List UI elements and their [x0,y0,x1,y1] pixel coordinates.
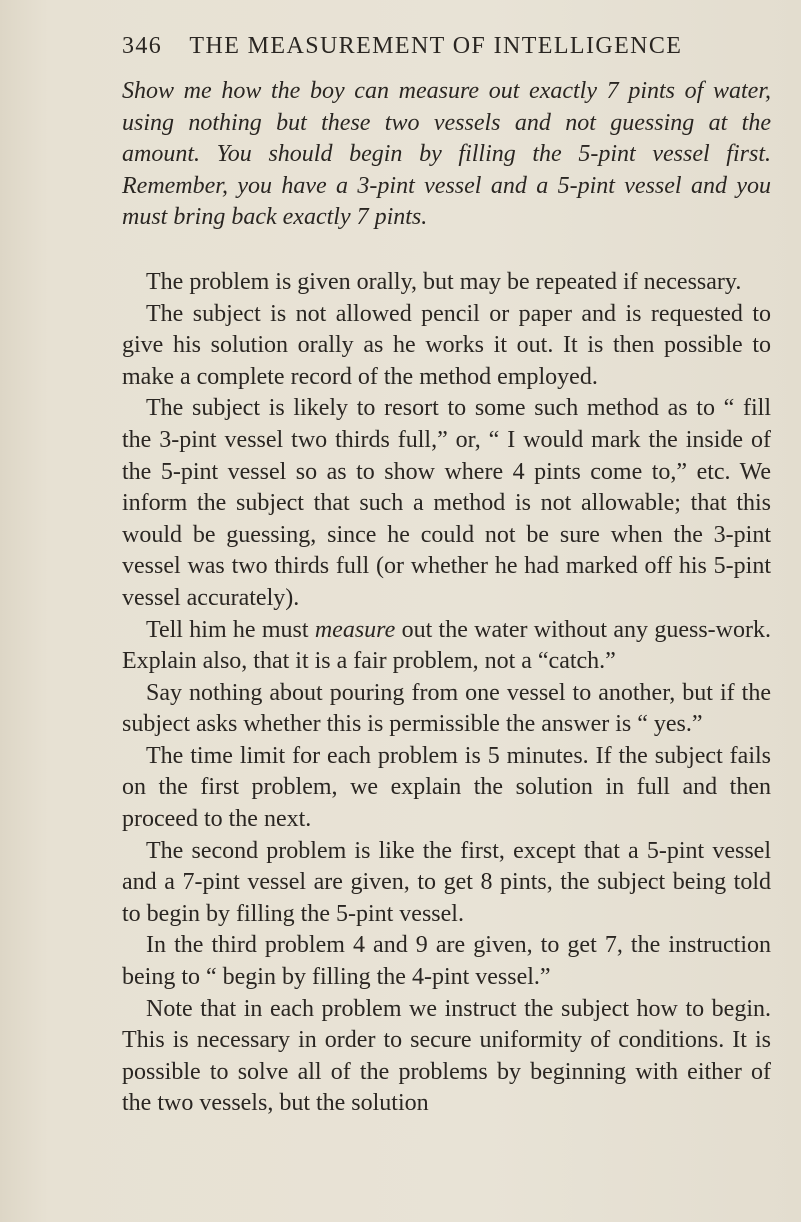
paragraph-second-problem: The second problem is like the first, except that a 5-pint vessel and a 7-pint vessel are given, to get 8 pints, the subject being told to begin by filling the 5-pint vessel. [122,837,771,927]
paragraph-pouring: Say nothing about pouring from one vessel to another, but if the subject asks whether this is permissible the answer is “ yes.” [122,679,771,738]
running-head [122,33,771,63]
paragraph-likely-method: The subject is likely to resort to some such method as to “ fill the 3-pint vessel two thirds full,” or, “ I would mark the inside of the 5-pint vessel so as to show where 4 pints come to,” etc. We inform the subject that such a method is not allowable; that this would be guessing, since he could not be sure when the 3-pint vessel was two thirds full (or whether he had marked off his 5-pint vessel accurately). [122,395,771,611]
paragraph-tell-him [122,615,771,678]
page-number: 346 [122,33,163,59]
tell-text-after: out the water without any guess-work. Explain also, that it is a fair problem, not a “catch.” [122,616,772,675]
paragraph-third-problem: In the third problem 4 and 9 are given, to get 7, the instruction being to “ begin by filling the 4-pint vessel.” [122,932,771,991]
test-instructions: Show me how the boy can measure out exactly 7 pints of water, using nothing but these two vessels and not guessing at the amount. You should begin by filling the 5-pint vessel first. Remember, you have a 3-pint vessel and a 5-pint vessel and you must bring back exactly 7 pints. [122,78,771,231]
paragraph-time-limit: The time limit for each problem is 5 minutes. If the subject fails on the first problem, we explain the solution in full and then proceed to the next. [122,742,771,833]
paragraph-no-pencil: The subject is not allowed pencil or paper and is requested to give his solution orally as he works it out. It is then possible to make a complete record of the method employed. [122,300,771,390]
paragraph-orally: The problem is given orally, but may be repeated if necessary. [146,268,742,295]
tell-text-before: Tell him he must [146,616,315,643]
running-title: THE MEASUREMENT OF INTELLIGENCE [189,33,683,59]
paragraph-note: Note that in each problem we instruct the subject how to begin. This is necessary in order to secure uniformity of conditions. It is possible to solve all of the problems by beginning with either of the two vessels, but the solution [122,995,771,1117]
page-body [122,76,771,1120]
measure-emphasis: measure [314,616,396,643]
